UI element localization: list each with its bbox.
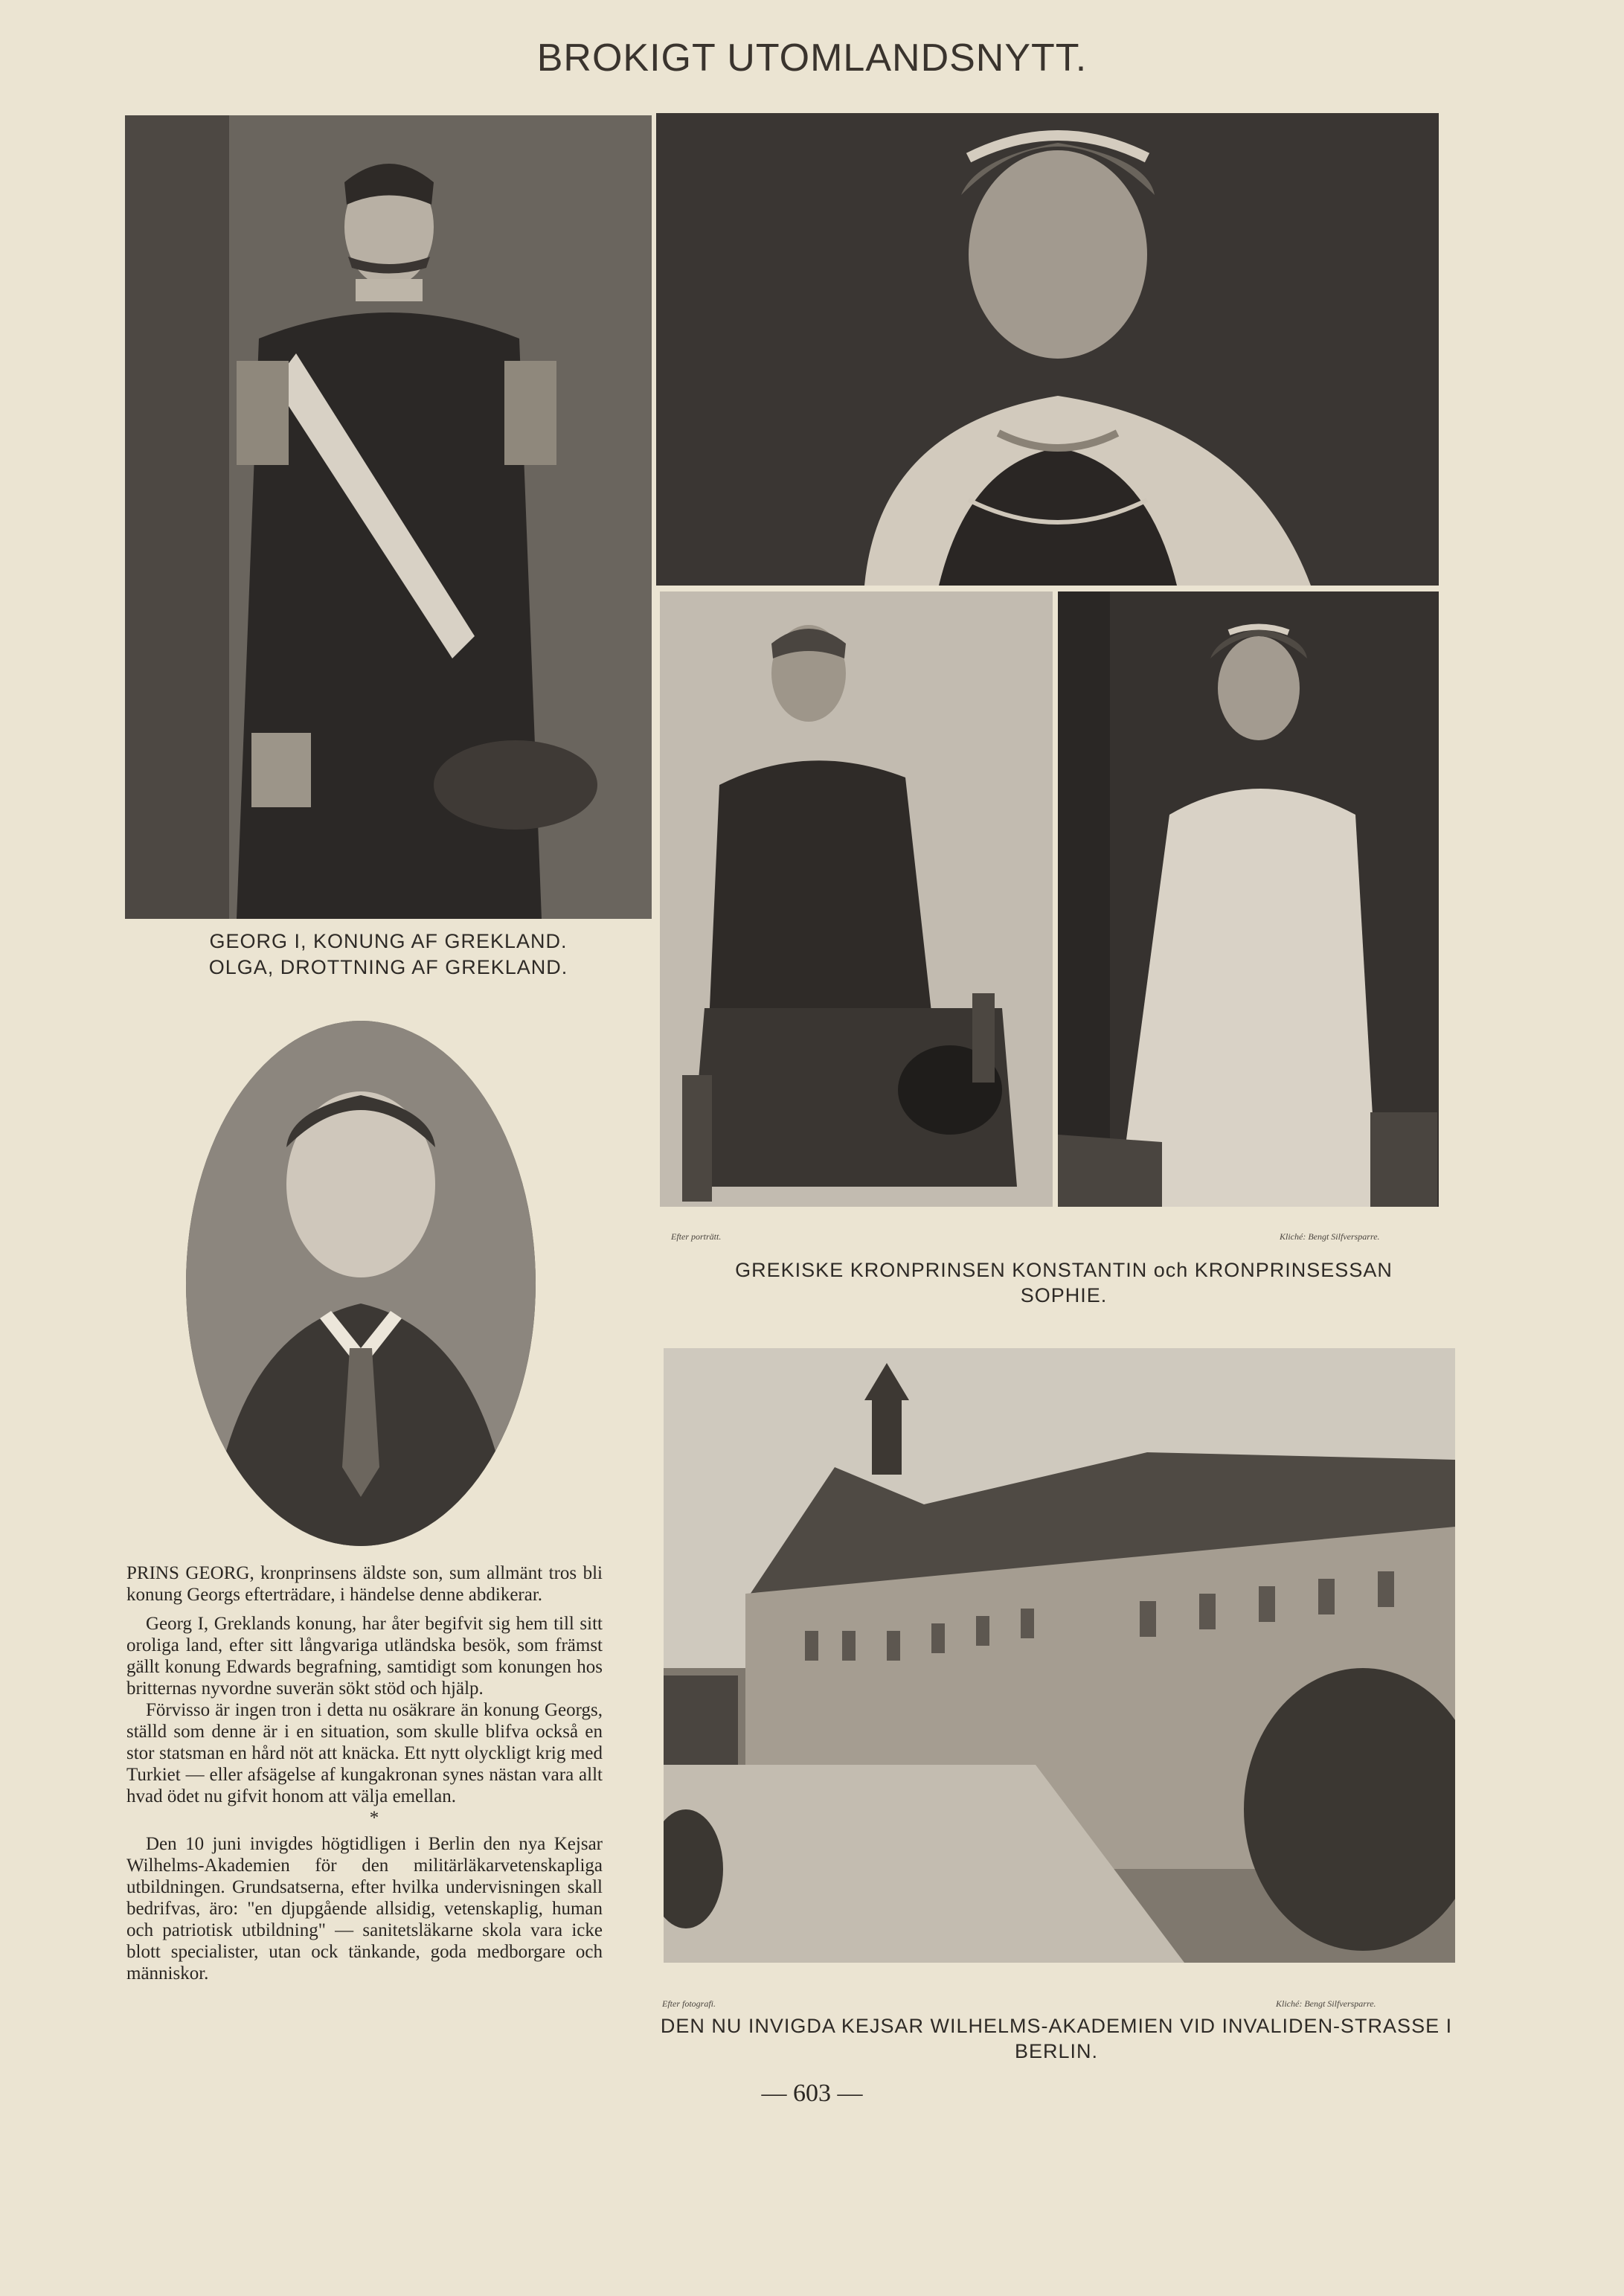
kronprins-caption: GREKISKE KRONPRINSEN KONSTANTIN och KRONPRINSESSAN SOPHIE. xyxy=(735,1259,1393,1306)
georg-caption: GEORG I, KONUNG AF GREKLAND. xyxy=(209,930,568,952)
akademie-credit-left: Efter fotografi. xyxy=(662,1998,716,2009)
konstantin-credit-right: Kliché: Bengt Silfversparre. xyxy=(1280,1231,1380,1242)
akademie-credit-right: Kliché: Bengt Silfversparre. xyxy=(1276,1998,1376,2009)
section-separator: * xyxy=(369,1808,379,1828)
prince-georg-photo xyxy=(186,1021,536,1546)
king-georg-photo xyxy=(125,115,652,919)
akademie-photo xyxy=(664,1348,1455,1963)
crown-princess-sophie-photo xyxy=(1058,591,1439,1207)
article-paragraph-2: Förvisso är ingen tron i detta nu osäkrare än konung Georgs, ställd som denne är i en situation, som skulle blifva också en stor statsman en hård nöt att knäcka. Ett nytt olyckligt krig med Turkiet — eller afsägelse af kungakronan synes nästan vara allt hvad ödet nu gifvit honom att välja emellan. xyxy=(126,1700,603,1806)
konstantin-credit-left: Efter porträtt. xyxy=(671,1231,722,1242)
article-column xyxy=(126,1562,603,1984)
article-paragraph-3: Den 10 juni invigdes högtidligen i Berlin den nya Kejsar Wilhelms-Akademien för den militärläkarvetenskapliga utbildningen. Grundsatserna, efter hvilka undervisningen skall bedrifvas, äro: "en djupgående allsidig, vetenskaplig, human och patriotisk utbildning" — sanitetsläkarne skola vara icke blott specialister, utan ock tänkande, goda medborgare och människor. xyxy=(126,1834,603,1984)
article-paragraph-1: Georg I, Greklands konung, har åter begifvit sig hem till sitt oroliga land, efter sitt långvariga utländska besök, som främst gällt konung Edwards begrafning, samtidigt som konungen hos britternas nyvordne suverän sökt stöd och hjälp. xyxy=(126,1614,603,1699)
prince-georg-caption: PRINS GEORG, kronprinsens äldste son, sum allmänt tros bli konung Georgs efterträdare, i händelse denne abdikerar. xyxy=(126,1563,603,1605)
akademie-caption: DEN NU INVIGDA KEJSAR WILHELMS-AKADEMIEN VID INVALIDEN-STRASSE I BERLIN. xyxy=(660,2015,1453,2062)
page-number: — 603 — xyxy=(761,2079,863,2107)
olga-caption: OLGA, DROTTNING AF GREKLAND. xyxy=(208,956,568,978)
page-title: BROKIGT UTOMLANDSNYTT. xyxy=(536,36,1088,80)
crown-prince-konstantin-photo xyxy=(660,591,1053,1207)
queen-olga-photo xyxy=(656,113,1439,586)
